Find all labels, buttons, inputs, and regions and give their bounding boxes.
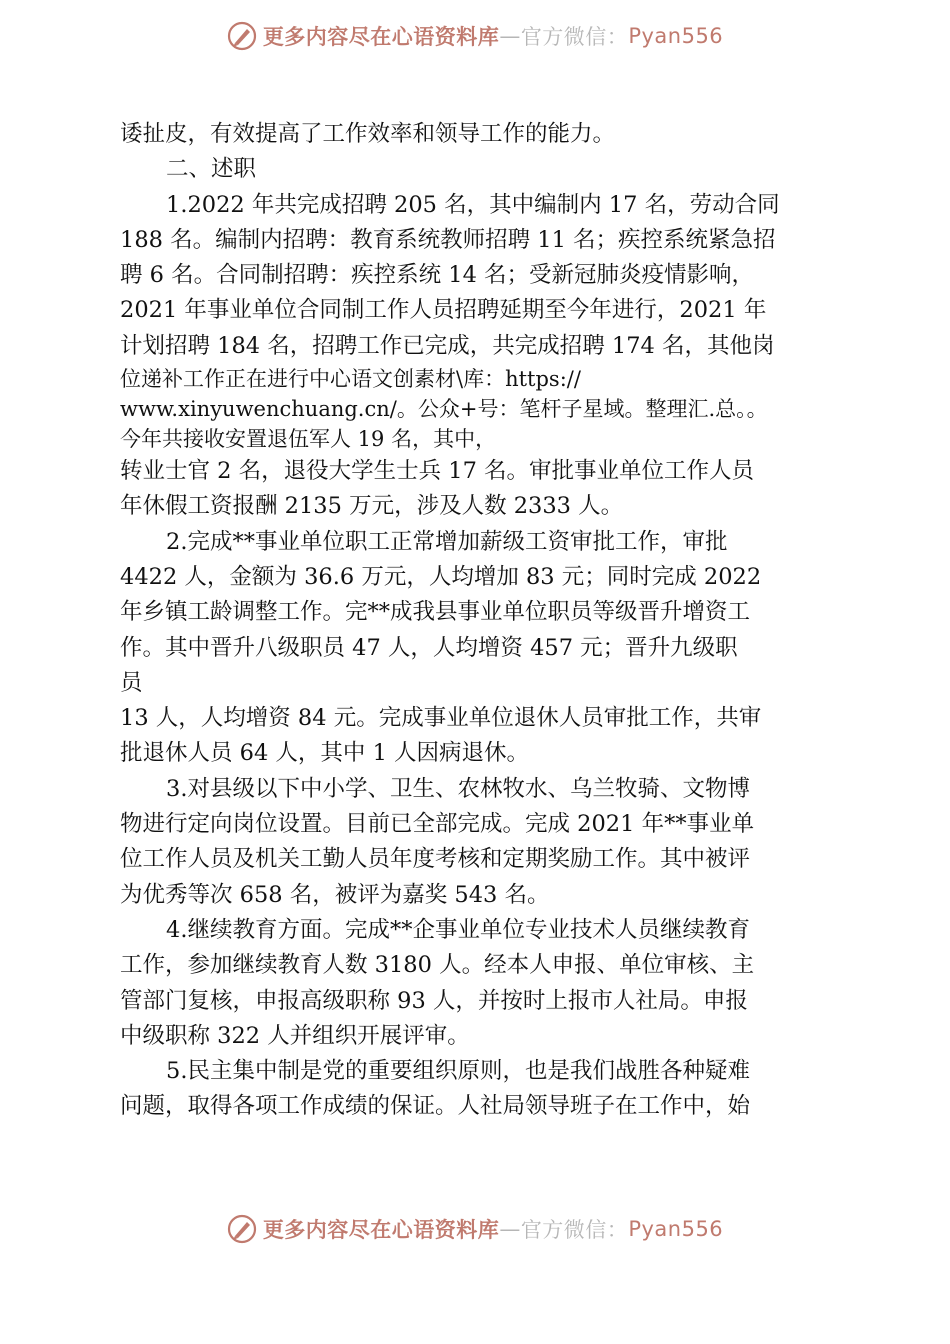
footer-banner xyxy=(0,1207,950,1251)
text-line: 今年共接收安置退伍军人 19 名，其中， xyxy=(120,427,497,452)
text-line: 4422 人，金额为 36.6 万元，人均增加 83 元；同时完成 2022 xyxy=(120,563,762,590)
banner-dash: — xyxy=(499,24,521,48)
text-line: 188 名。编制内招聘：教育系统教师招聘 11 名；疾控系统紧急招 xyxy=(120,226,776,253)
text-line: 1.2022 年共完成招聘 205 名，其中编制内 17 名，劳动合同 xyxy=(166,191,780,218)
text-line: 中级职称 322 人并组织开展评审。 xyxy=(120,1022,470,1049)
text-line: 为优秀等次 658 名，被评为嘉奖 543 名。 xyxy=(120,881,550,908)
pen-logo-icon xyxy=(227,1214,257,1244)
text-line: 诿扯皮，有效提高了工作效率和领导工作的能力。 xyxy=(120,121,616,147)
banner-wechat-id: Pyan556 xyxy=(628,24,724,48)
text-line: 管部门复核，申报高级职称 93 人，并按时上报市人社局。申报 xyxy=(120,987,748,1014)
text-line: 13 人，人均增资 84 元。完成事业单位退休人员审批工作，共审 xyxy=(120,705,762,732)
text-line: 5.民主集中制是党的重要组织原则，也是我们战胜各种疑难 xyxy=(166,1058,750,1085)
banner-wechat-label: 官方微信： xyxy=(520,25,629,49)
text-line: 年休假工资报酬 2135 万元，涉及人数 2333 人。 xyxy=(120,493,624,520)
text-line: 3.对县级以下中小学、卫生、农林牧水、乌兰牧骑、文物博 xyxy=(166,775,750,802)
text-line: 位递补工作正在进行中心语文创素材\库：https:// xyxy=(120,367,581,392)
section-heading: 二、述职 xyxy=(166,156,257,183)
banner-title: 更多内容尽在心语资料库 xyxy=(262,25,500,49)
text-line: 员 xyxy=(120,669,143,696)
text-line: 聘 6 名。合同制招聘：疾控系统 14 名；受新冠肺炎疫情影响， xyxy=(120,262,755,289)
text-line: 工作，参加继续教育人数 3180 人。经本人申报、单位审核、主 xyxy=(120,952,755,979)
pen-logo-icon xyxy=(227,21,257,51)
text-line: 问题，取得各项工作成绩的保证。人社局领导班子在工作中，始 xyxy=(120,1093,751,1120)
banner-dash: — xyxy=(499,1217,521,1241)
banner-title: 更多内容尽在心语资料库 xyxy=(262,1218,500,1242)
banner-wechat-id: Pyan556 xyxy=(628,1217,724,1241)
text-line: 计划招聘 184 名，招聘工作已完成，共完成招聘 174 名，其他岗 xyxy=(120,332,775,359)
text-line: 4.继续教育方面。完成**企事业单位专业技术人员继续教育 xyxy=(166,916,750,943)
text-line: 位工作人员及机关工勤人员年度考核和定期奖励工作。其中被评 xyxy=(120,846,751,873)
document-body xyxy=(120,117,840,1125)
text-line: 物进行定向岗位设置。目前已全部完成。完成 2021 年**事业单 xyxy=(120,811,755,838)
text-line: 作。其中晋升八级职员 47 人，人均增资 457 元；晋升九级职 xyxy=(120,634,738,661)
text-line: www.xinyuwenchuang.cn/。公众+号：笔杆子星域。整理汇.总。。 xyxy=(120,397,768,422)
text-line: 2.完成**事业单位职工正常增加薪级工资审批工作，审批 xyxy=(166,528,728,555)
text-line: 2021 年事业单位合同制工作人员招聘延期至今年进行，2021 年 xyxy=(120,297,767,324)
text-line: 转业士官 2 名，退役大学生士兵 17 名。审批事业单位工作人员 xyxy=(120,458,755,485)
text-line: 批退休人员 64 人，其中 1 人因病退休。 xyxy=(120,740,530,767)
banner-wechat-label: 官方微信： xyxy=(520,1218,629,1242)
header-banner xyxy=(0,14,950,58)
text-line: 年乡镇工龄调整工作。完**成我县事业单位职员等级晋升增资工 xyxy=(120,599,751,626)
